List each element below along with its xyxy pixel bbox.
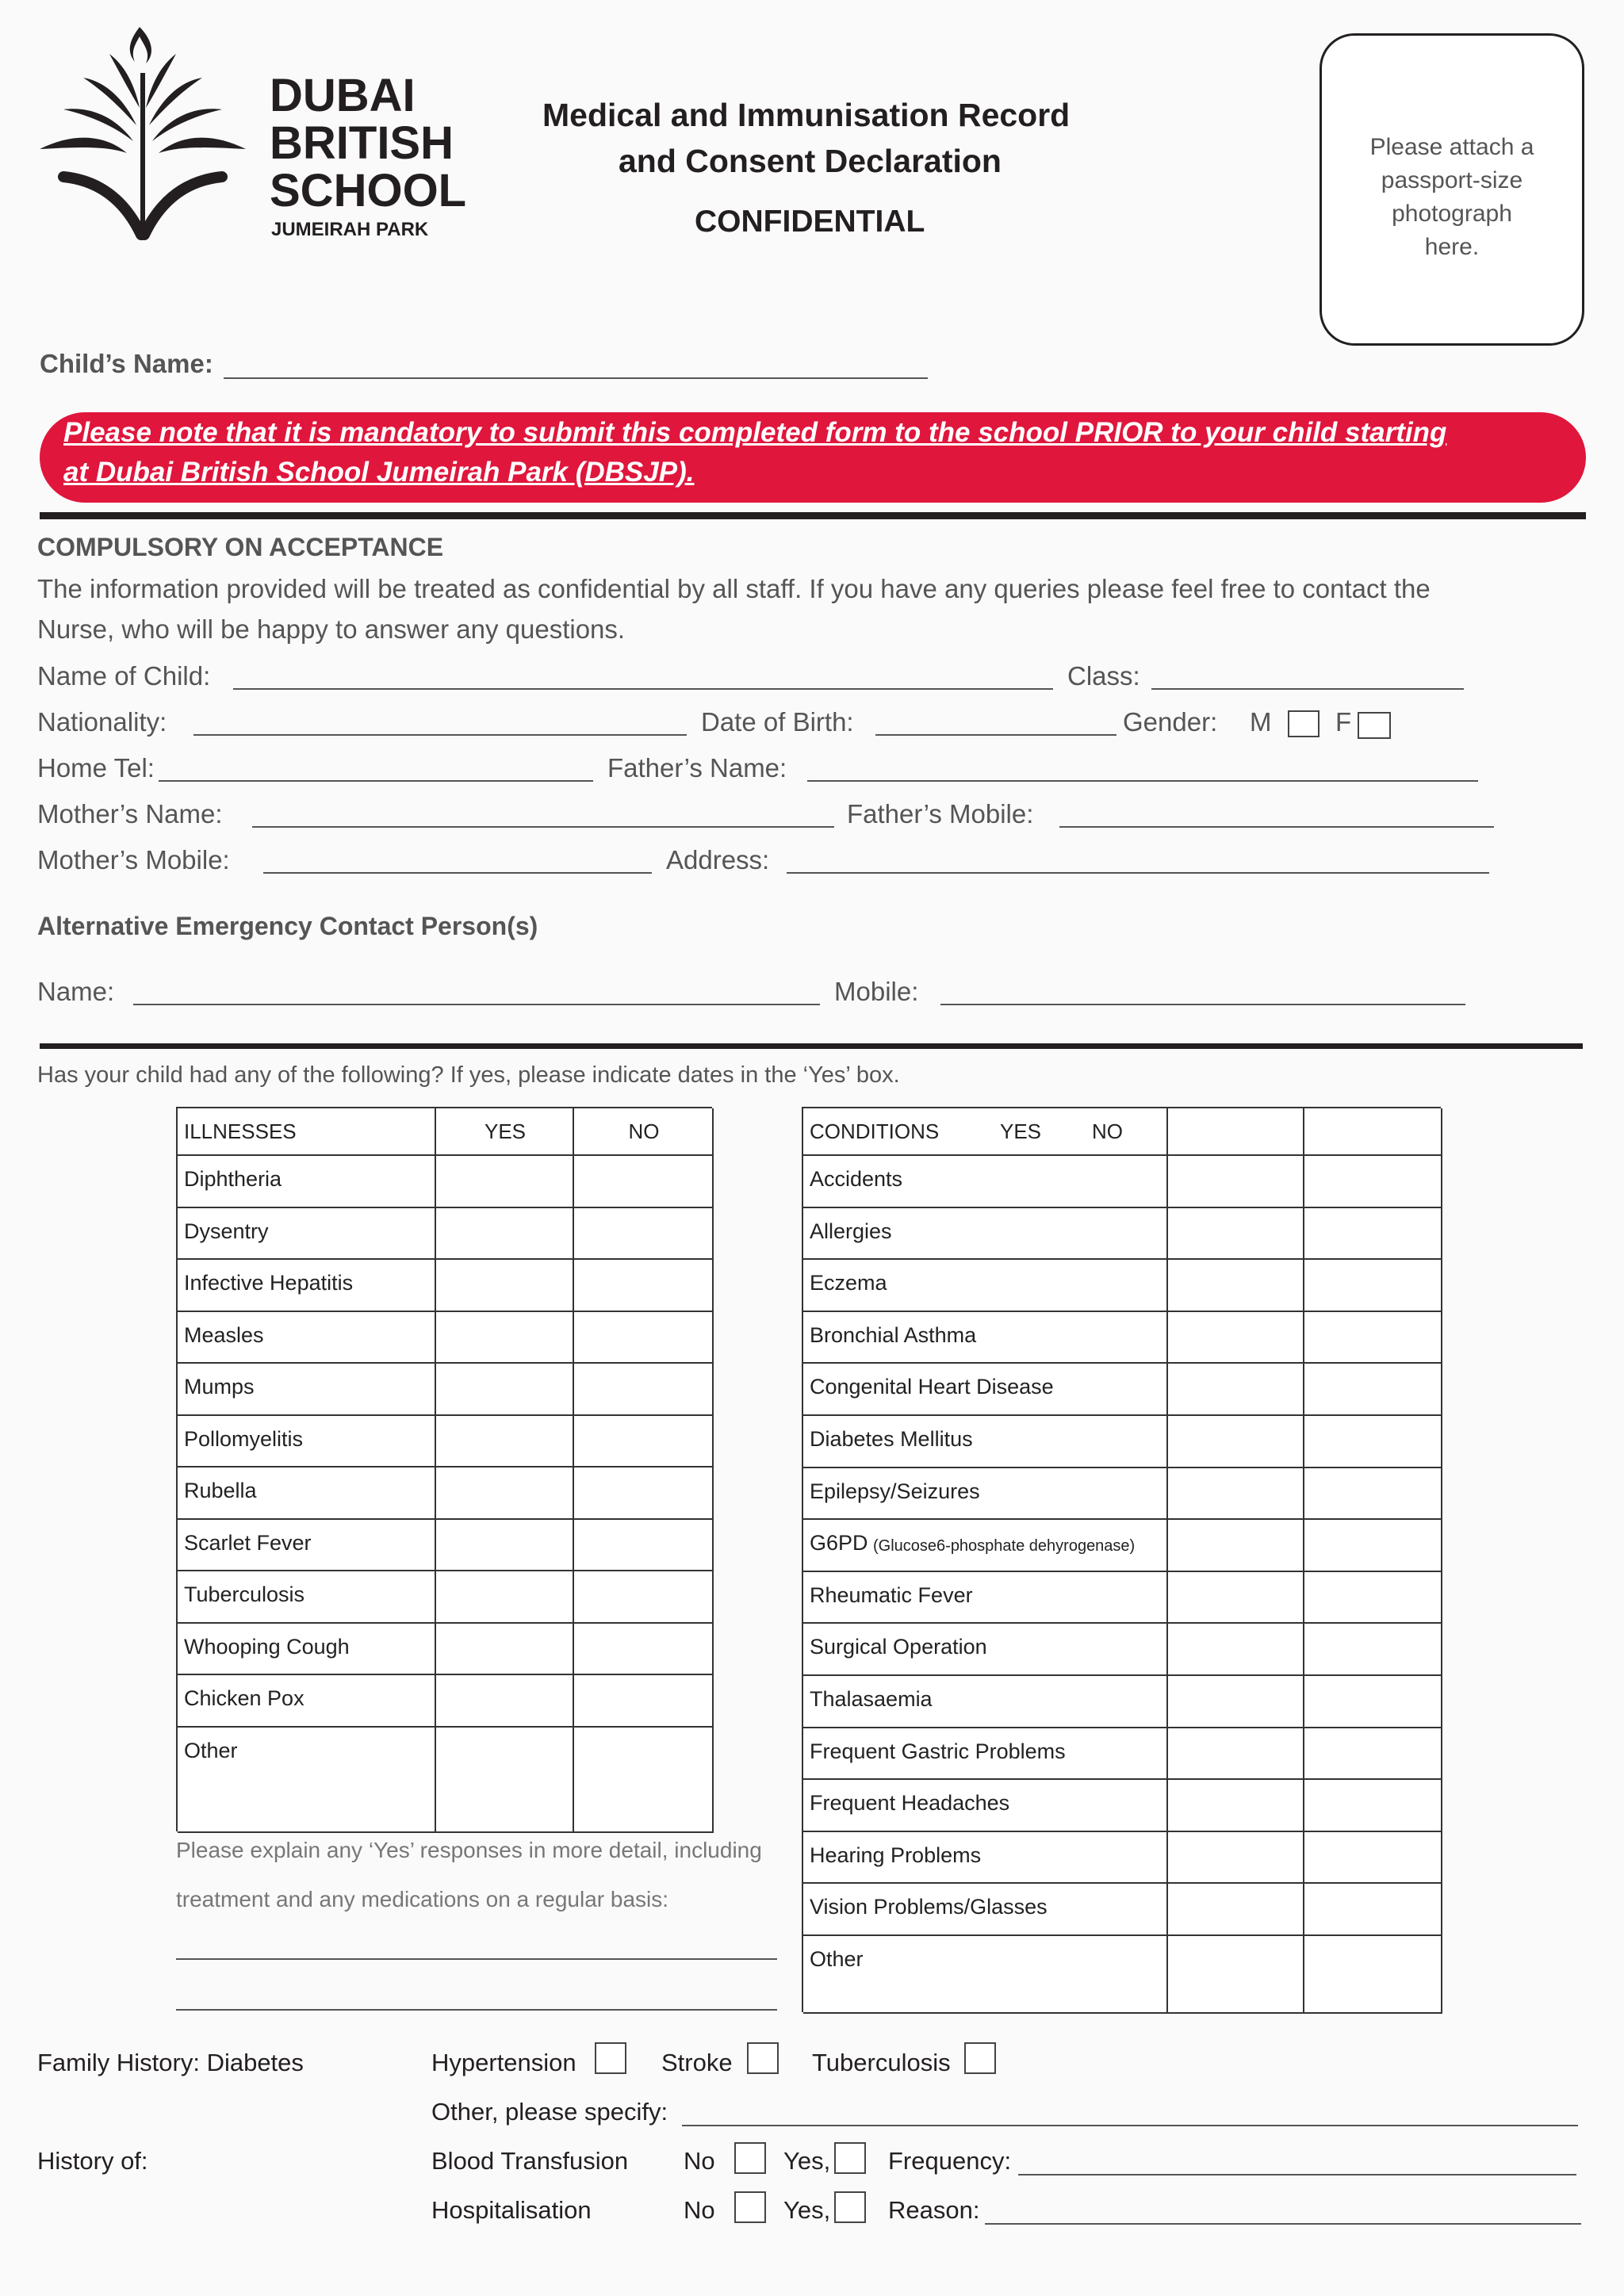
condition-label-cell <box>803 1676 1168 1728</box>
condition-label-cell <box>803 1468 1168 1521</box>
illness-yes-cell[interactable] <box>436 1260 574 1312</box>
illness-label-cell <box>178 1675 436 1728</box>
condition-no-cell[interactable] <box>1304 1884 1442 1936</box>
other-specify-input[interactable] <box>682 2125 1578 2126</box>
condition-label: Surgical Operation <box>810 1635 987 1659</box>
condition-yes-cell[interactable] <box>1168 1416 1304 1468</box>
condition-label: Congenital Heart Disease <box>810 1375 1054 1399</box>
school-name-line1: DUBAI <box>270 70 416 121</box>
conditions-header-no: NO <box>1092 1119 1123 1143</box>
stroke-checkbox[interactable] <box>747 2042 779 2074</box>
g6pd-note: (Glucose6-phosphate dehyrogenase) <box>873 1537 1136 1556</box>
explain-text-2: treatment and any medications on a regular basis: <box>176 1887 669 1911</box>
illness-yes-cell[interactable] <box>436 1364 574 1416</box>
school-name-line3: SCHOOL <box>270 165 467 216</box>
frequency-label: Frequency: <box>888 2147 1012 2175</box>
illnesses-header-cell <box>178 1108 436 1156</box>
condition-label-cell <box>803 1832 1168 1885</box>
condition-label: Vision Problems/Glasses <box>810 1895 1048 1919</box>
photo-text-3: photograph <box>1392 201 1512 227</box>
mothers-mobile-label: Mother’s Mobile: <box>37 845 230 874</box>
photo-box[interactable] <box>1320 33 1584 346</box>
condition-yes-cell[interactable] <box>1168 1364 1304 1416</box>
illness-label: Diphtheria <box>184 1167 282 1191</box>
illness-yes-cell[interactable] <box>436 1312 574 1364</box>
form-title-line2: and Consent Declaration <box>619 143 1002 179</box>
other-specify-label: Other, please specify: <box>431 2098 668 2126</box>
photo-text-4: here. <box>1424 234 1480 260</box>
confidential-label: CONFIDENTIAL <box>695 205 925 239</box>
illness-yes-cell[interactable] <box>436 1571 574 1624</box>
intro-text-2: Nurse, who will be happy to answer any questions. <box>37 614 626 644</box>
condition-yes-cell[interactable] <box>1168 1728 1304 1781</box>
hosp-yes-checkbox[interactable] <box>834 2191 866 2223</box>
illness-no-cell[interactable] <box>574 1364 714 1416</box>
fathers-mobile-label: Father’s Mobile: <box>847 799 1034 828</box>
condition-yes-cell[interactable] <box>1168 1624 1304 1676</box>
illness-yes-cell[interactable] <box>436 1728 574 1834</box>
illness-no-cell[interactable] <box>574 1624 714 1676</box>
illness-no-cell[interactable] <box>574 1156 714 1208</box>
home-tel-label: Home Tel: <box>37 753 155 783</box>
condition-no-cell[interactable] <box>1304 1624 1442 1676</box>
condition-yes-cell[interactable] <box>1168 1520 1304 1572</box>
conditions-header-label: CONDITIONS <box>810 1119 940 1143</box>
condition-label-cell <box>803 1572 1168 1624</box>
illness-label: Scarlet Fever <box>184 1530 312 1555</box>
mothers-name-label: Mother’s Name: <box>37 799 223 828</box>
condition-no-cell[interactable] <box>1304 1572 1442 1624</box>
conditions-table <box>802 1107 1441 2012</box>
gender-m-checkbox[interactable] <box>1288 710 1320 737</box>
reason-input[interactable] <box>985 2223 1581 2225</box>
emergency-mobile-label: Mobile: <box>834 977 919 1006</box>
illness-label-cell <box>178 1728 436 1834</box>
condition-no-cell[interactable] <box>1304 1208 1442 1261</box>
illness-yes-cell[interactable] <box>436 1416 574 1468</box>
blood-yes-checkbox[interactable] <box>834 2142 866 2174</box>
illness-label: Other <box>184 1738 238 1762</box>
condition-no-cell[interactable] <box>1304 1780 1442 1832</box>
childs-name-input[interactable] <box>224 377 928 379</box>
illness-label-cell <box>178 1364 436 1416</box>
condition-label: Accidents <box>810 1167 903 1191</box>
condition-label: Epilepsy/Seizures <box>810 1479 980 1503</box>
mothers-name-input[interactable] <box>252 826 834 828</box>
illness-label: Whooping Cough <box>184 1634 350 1659</box>
condition-label-cell <box>803 1364 1168 1416</box>
illness-no-cell[interactable] <box>574 1728 714 1834</box>
hypertension-label: Hypertension <box>431 2049 576 2076</box>
address-input[interactable] <box>787 872 1489 874</box>
illness-label-cell <box>178 1260 436 1312</box>
explain-text-1: Please explain any ‘Yes’ responses in more detail, including <box>176 1838 762 1862</box>
condition-no-cell[interactable] <box>1304 1312 1442 1364</box>
illness-yes-cell[interactable] <box>436 1520 574 1572</box>
nationality-label: Nationality: <box>37 707 167 737</box>
illness-no-cell[interactable] <box>574 1520 714 1572</box>
mandatory-notice-banner <box>40 412 1586 503</box>
condition-no-cell[interactable] <box>1304 1832 1442 1885</box>
tuberculosis-checkbox[interactable] <box>964 2042 996 2074</box>
illness-label: Infective Hepatitis <box>184 1271 354 1295</box>
conditions-header-cell <box>1304 1108 1442 1156</box>
emergency-name-input[interactable] <box>133 1004 820 1005</box>
gender-f-label: F <box>1335 707 1352 737</box>
illness-yes-cell[interactable] <box>436 1675 574 1728</box>
emergency-heading: Alternative Emergency Contact Person(s) <box>37 912 538 940</box>
class-input[interactable] <box>1151 688 1464 690</box>
illnesses-header-label: YES <box>484 1119 527 1143</box>
frequency-input[interactable] <box>1018 2174 1576 2175</box>
condition-no-cell[interactable] <box>1304 1260 1442 1312</box>
condition-label: Rheumatic Fever <box>810 1582 973 1607</box>
illness-label-cell <box>178 1624 436 1676</box>
condition-label-cell <box>803 1260 1168 1312</box>
illness-no-cell[interactable] <box>574 1208 714 1261</box>
condition-yes-cell[interactable] <box>1168 1312 1304 1364</box>
history-question: Has your child had any of the following? If yes, please indicate dates in the ‘Yes’ box. <box>37 1062 900 1088</box>
compulsory-heading: COMPULSORY ON ACCEPTANCE <box>37 533 444 561</box>
illness-no-cell[interactable] <box>574 1571 714 1624</box>
condition-label: Diabetes Mellitus <box>810 1427 973 1451</box>
dob-input[interactable] <box>875 734 1116 736</box>
condition-label-cell <box>803 1936 1168 2014</box>
illness-yes-cell[interactable] <box>436 1624 574 1676</box>
address-label: Address: <box>666 845 770 874</box>
condition-label-cell <box>803 1208 1168 1261</box>
condition-yes-cell[interactable] <box>1168 1468 1304 1521</box>
condition-yes-cell[interactable] <box>1168 1780 1304 1832</box>
illness-label: Dysentry <box>184 1219 269 1243</box>
condition-yes-cell[interactable] <box>1168 1884 1304 1936</box>
condition-label-cell <box>803 1884 1168 1936</box>
condition-label: Allergies <box>810 1219 892 1243</box>
blood-yes-label: Yes, <box>783 2147 831 2175</box>
illness-label: Mumps <box>184 1375 255 1399</box>
condition-no-cell[interactable] <box>1304 1728 1442 1781</box>
condition-no-cell[interactable] <box>1304 1676 1442 1728</box>
reason-label: Reason: <box>888 2196 980 2224</box>
blood-transfusion-label: Blood Transfusion <box>431 2147 629 2175</box>
history-of-label: History of: <box>37 2147 148 2175</box>
school-logo-emblem <box>40 22 246 240</box>
illness-label: Pollomyelitis <box>184 1426 304 1451</box>
illness-label-cell <box>178 1416 436 1468</box>
illness-label: Tuberculosis <box>184 1582 305 1606</box>
illnesses-header-label: NO <box>628 1119 660 1143</box>
illness-no-cell[interactable] <box>574 1312 714 1364</box>
condition-label-cell <box>803 1728 1168 1781</box>
condition-yes-cell[interactable] <box>1168 1208 1304 1261</box>
illness-label-cell <box>178 1520 436 1572</box>
illnesses-header-label: ILLNESSES <box>184 1119 297 1143</box>
condition-label: Thalasaemia <box>810 1687 933 1711</box>
condition-label: Hearing Problems <box>810 1843 982 1867</box>
gender-label: Gender: <box>1123 707 1218 737</box>
condition-no-cell[interactable] <box>1304 1156 1442 1208</box>
condition-no-cell[interactable] <box>1304 1416 1442 1468</box>
home-tel-input[interactable] <box>159 780 593 782</box>
school-name-line2: BRITISH <box>270 117 454 169</box>
illness-label-cell <box>178 1156 436 1208</box>
illness-yes-cell[interactable] <box>436 1468 574 1520</box>
explain-input-line2[interactable] <box>176 2009 777 2011</box>
illness-label: Rubella <box>184 1479 257 1502</box>
condition-yes-cell[interactable] <box>1168 1260 1304 1312</box>
illness-label-cell <box>178 1208 436 1261</box>
condition-label-cell <box>803 1780 1168 1832</box>
emergency-name-label: Name: <box>37 977 115 1006</box>
intro-text-1: The information provided will be treated as confidential by all staff. If you have any queries please feel free to contact the <box>37 574 1431 603</box>
gender-f-checkbox[interactable] <box>1358 712 1391 739</box>
blood-no-label: No <box>684 2147 715 2175</box>
fathers-name-input[interactable] <box>807 780 1478 782</box>
tuberculosis-label: Tuberculosis <box>812 2049 951 2076</box>
illnesses-header-cell <box>436 1108 574 1156</box>
stroke-label: Stroke <box>661 2049 733 2076</box>
blood-no-checkbox[interactable] <box>734 2142 766 2174</box>
notice-line1: Please note that it is mandatory to submit this completed form to the school PRIOR to your child starting <box>63 417 1447 448</box>
conditions-header-cell <box>1168 1108 1304 1156</box>
condition-label-cell <box>803 1156 1168 1208</box>
condition-label-cell <box>803 1416 1168 1468</box>
childs-name-label: Child’s Name: <box>40 349 213 378</box>
gender-m-label: M <box>1250 707 1272 737</box>
conditions-header-yes: YES <box>1000 1119 1042 1143</box>
illness-label-cell <box>178 1571 436 1624</box>
condition-label: Frequent Headaches <box>810 1791 1010 1816</box>
illness-label: Chicken Pox <box>184 1686 304 1710</box>
mothers-mobile-input[interactable] <box>263 872 652 874</box>
illness-label-cell <box>178 1312 436 1364</box>
photo-text-2: passport-size <box>1381 167 1523 193</box>
explain-input-line1[interactable] <box>176 1958 777 1960</box>
illness-label: Measles <box>184 1322 264 1347</box>
hosp-yes-label: Yes, <box>783 2196 831 2224</box>
form-title-line1: Medical and Immunisation Record <box>542 97 1071 133</box>
condition-label: Other <box>810 1947 864 1971</box>
class-label: Class: <box>1067 661 1140 691</box>
condition-no-cell[interactable] <box>1304 1936 1442 2014</box>
illness-no-cell[interactable] <box>574 1260 714 1312</box>
condition-label: G6PD <box>810 1531 868 1556</box>
condition-yes-cell[interactable] <box>1168 1676 1304 1728</box>
condition-label: Bronchial Asthma <box>810 1322 977 1347</box>
emergency-mobile-input[interactable] <box>940 1004 1465 1005</box>
photo-text-1: Please attach a <box>1369 134 1534 160</box>
condition-yes-cell[interactable] <box>1168 1832 1304 1885</box>
illness-no-cell[interactable] <box>574 1675 714 1728</box>
section-divider-1 <box>40 512 1586 519</box>
section-divider-2 <box>40 1043 1583 1049</box>
illnesses-header-cell <box>574 1108 714 1156</box>
dob-label: Date of Birth: <box>701 707 854 737</box>
hospitalisation-label: Hospitalisation <box>431 2196 592 2224</box>
hypertension-checkbox[interactable] <box>595 2042 626 2074</box>
condition-label: Eczema <box>810 1271 887 1295</box>
name-of-child-input[interactable] <box>233 688 1053 690</box>
conditions-header-cell <box>803 1108 1168 1156</box>
name-of-child-label: Name of Child: <box>37 661 211 691</box>
nationality-input[interactable] <box>193 734 687 736</box>
notice-line2: at Dubai British School Jumeirah Park (DBSJP). <box>63 457 695 488</box>
fathers-name-label: Father’s Name: <box>607 753 787 783</box>
hosp-no-label: No <box>684 2196 715 2224</box>
school-name-line4: JUMEIRAH PARK <box>271 219 429 240</box>
condition-label-cell <box>803 1312 1168 1364</box>
family-history-label: Family History: Diabetes <box>37 2049 304 2076</box>
condition-no-cell[interactable] <box>1304 1364 1442 1416</box>
condition-label-cell <box>803 1624 1168 1676</box>
fathers-mobile-input[interactable] <box>1059 826 1494 828</box>
condition-label-cell <box>803 1520 1168 1572</box>
illness-no-cell[interactable] <box>574 1416 714 1468</box>
illnesses-table <box>176 1107 712 1831</box>
condition-yes-cell[interactable] <box>1168 1156 1304 1208</box>
condition-yes-cell[interactable] <box>1168 1572 1304 1624</box>
illness-no-cell[interactable] <box>574 1468 714 1520</box>
condition-yes-cell[interactable] <box>1168 1936 1304 2014</box>
illness-yes-cell[interactable] <box>436 1156 574 1208</box>
condition-no-cell[interactable] <box>1304 1468 1442 1521</box>
illness-yes-cell[interactable] <box>436 1208 574 1261</box>
hosp-no-checkbox[interactable] <box>734 2191 766 2223</box>
condition-no-cell[interactable] <box>1304 1520 1442 1572</box>
condition-label: Frequent Gastric Problems <box>810 1739 1066 1763</box>
illness-label-cell <box>178 1468 436 1520</box>
